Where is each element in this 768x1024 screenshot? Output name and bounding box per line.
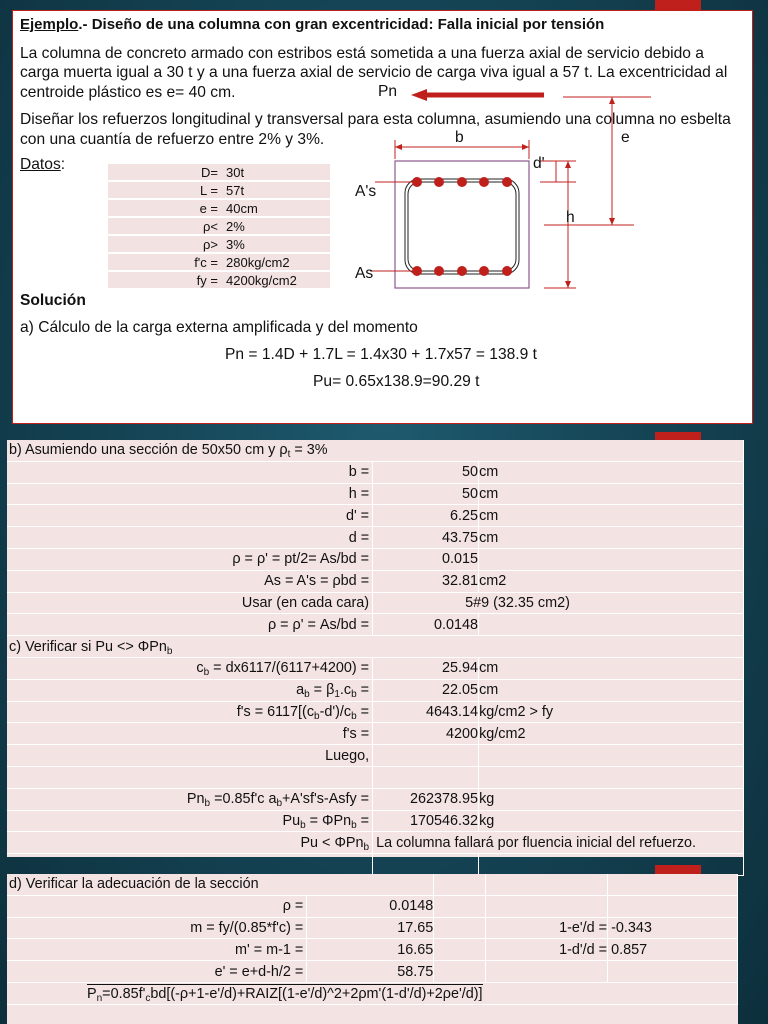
datos-key: fy = [108, 271, 222, 289]
label-part: -d')/c [319, 703, 352, 720]
label-sub: b [203, 667, 210, 679]
datos-text: Datos [20, 156, 61, 173]
row-unit: cm [479, 483, 744, 505]
table-row [7, 614, 744, 636]
label-part: = [356, 703, 370, 720]
table-row [7, 982, 738, 1004]
formula-part: bd[(-ρ+1-e'/d)+RAIZ[(1-e'/d)^2+2ρm'(1-d'/d)+2ρe'/d)] [150, 985, 483, 1002]
as-label: As [355, 265, 374, 282]
row-label: b = [7, 461, 373, 483]
rebar [412, 177, 422, 187]
cell [434, 895, 486, 917]
equation-pu: Pu= 0.65x138.9=90.29 t [313, 373, 480, 390]
label-part: = [356, 812, 370, 829]
row-unit: cm [479, 505, 744, 527]
title-prefix: Ejemplo [20, 16, 79, 33]
formula-sub: n [96, 992, 103, 1004]
row-value: 0.015 [373, 548, 479, 570]
row-label: e' = e+d-h/2 = [7, 961, 307, 983]
dprime-label: d' [533, 155, 545, 172]
section-b-header [7, 440, 744, 461]
equation-pn: Pn = 1.4D + 1.7L = 1.4x30 + 1.7x57 = 138.9 t [225, 346, 537, 363]
datos-key: L = [108, 181, 222, 199]
title-text: Diseño de una columna con gran excentricidad: Falla inicial por tensión [91, 16, 605, 33]
label-sub: b [314, 710, 320, 722]
side-value: 0.857 [608, 939, 738, 961]
table-row [7, 505, 744, 527]
label-part: = dx6117/(6117+4200) = [209, 660, 370, 677]
row-label [7, 701, 373, 723]
b-label: b [455, 129, 464, 146]
row-unit [479, 854, 744, 876]
table-row [7, 701, 744, 723]
row-value: 6.25 [373, 505, 479, 527]
row-unit [479, 745, 744, 767]
row-label: ρ = ρ' = As/bd = [7, 614, 373, 636]
row-value: 22.05 [373, 679, 479, 701]
table-row [7, 592, 744, 614]
row-label: h = [7, 483, 373, 505]
datos-value: 280kg/cm2 [222, 253, 330, 271]
label-part: = β [309, 682, 335, 699]
table-row [7, 679, 744, 701]
h-label: h [566, 209, 575, 226]
pn-label: Pn [378, 83, 398, 100]
label-sub: b [304, 689, 310, 701]
datos-key: ρ> [108, 235, 222, 253]
row-label: ρ = ρ' = pt/2= As/bd = [7, 548, 373, 570]
row-label [7, 788, 373, 810]
row-value: 16.65 [307, 939, 434, 961]
header-sub: t [287, 449, 291, 461]
row-value [373, 745, 479, 767]
row-label [7, 766, 373, 788]
label-part: Pn [186, 791, 205, 808]
label-part: Pu [282, 812, 301, 829]
label-sub: b [204, 798, 211, 810]
formula-sub: c [145, 992, 151, 1004]
h-arrow-up [565, 161, 571, 168]
label-part: = [356, 682, 370, 699]
row-value: 50 [373, 483, 479, 505]
solucion-heading: Solución [20, 292, 86, 309]
table-row [7, 917, 738, 939]
label-part: f's = 6117[(c [236, 703, 315, 720]
paragraph-line: carga muerta igual a 30 t y a una fuerza axial de servicio de carga viva igual a 57 t. La excentricidad al [20, 64, 728, 81]
row-unit: cm [479, 657, 744, 679]
rebar [457, 177, 467, 187]
label-sub: b [276, 798, 283, 810]
example-panel [12, 10, 753, 424]
formula-part: =0.85f' [102, 985, 146, 1002]
accent-tab [655, 432, 701, 440]
label-part: =0.85f'c a [210, 791, 277, 808]
header-text: c) Verificar si Pu <> ΦPn [9, 638, 167, 655]
label-sub: b [351, 710, 357, 722]
as-prime-label: A's [355, 183, 377, 200]
datos-colon: : [60, 156, 66, 173]
table-row [7, 788, 744, 810]
b-arrow-left [395, 144, 402, 150]
label-sub: b [363, 841, 370, 853]
datos-value: 40cm [222, 199, 330, 217]
row-unit [479, 614, 744, 636]
table-row [7, 961, 738, 983]
label-sub: b [351, 689, 357, 701]
table-row [7, 636, 744, 658]
cell [434, 961, 486, 983]
row-value: 43.75 [373, 527, 479, 549]
paragraph-line: La columna de concreto armado con estribos está sometida a una fuerza axial de servicio debido a [20, 45, 704, 62]
row-value: 32.81 [373, 570, 479, 592]
section-c-header [7, 636, 744, 658]
stirrup [405, 179, 519, 274]
rebar [434, 266, 444, 276]
formula-text [87, 984, 483, 1003]
cell [486, 895, 608, 917]
datos-value: 30t [222, 164, 330, 181]
datos-key: ρ< [108, 217, 222, 235]
rebar [479, 266, 489, 276]
side-label: 1-e'/d = [486, 917, 608, 939]
e-arrow-down [609, 218, 615, 225]
label-sub: 1 [334, 689, 340, 701]
cell [434, 874, 486, 895]
cell [608, 961, 738, 983]
row-label: d' = [7, 505, 373, 527]
conclusion-text: La columna fallará por fluencia inicial del refuerzo. [373, 832, 744, 854]
datos-value: 2% [222, 217, 330, 235]
row-value: 50 [373, 461, 479, 483]
rebar [412, 266, 422, 276]
rebar [457, 266, 467, 276]
row-unit: kg/cm2 > fy [479, 701, 744, 723]
row-value [373, 854, 479, 876]
label-sub: b [300, 819, 306, 831]
row-label: m = fy/(0.85*f'c) = [7, 917, 307, 939]
title-sep: .- [78, 16, 92, 33]
row-label: ρ = [7, 895, 307, 917]
label-part: Pu < ΦPn [300, 834, 364, 851]
row-unit: cm2 [479, 570, 744, 592]
calc-table-d [7, 874, 738, 1005]
header-sub: b [166, 645, 173, 657]
label-part: .c [339, 682, 352, 699]
table-row [7, 874, 738, 895]
pn-arrow-head [411, 89, 427, 101]
calc-panel-d [7, 874, 738, 1024]
row-label [7, 854, 373, 876]
row-value [373, 766, 479, 788]
table-row [7, 854, 744, 876]
table-row [7, 766, 744, 788]
row-unit: cm [479, 527, 744, 549]
row-label: f's = [7, 723, 373, 745]
row-label [7, 679, 373, 701]
side-label: 1-d'/d = [486, 939, 608, 961]
cell [608, 874, 738, 895]
calc-panel-bc [7, 440, 744, 857]
row-value: 4200 [373, 723, 479, 745]
table-row [7, 657, 744, 679]
cell [434, 917, 486, 939]
row-unit [479, 548, 744, 570]
paragraph-line: Diseñar los refuerzos longitudinal y transversal para esta columna, asumiendo una columna no esbelta [20, 111, 731, 128]
row-unit: cm [479, 461, 744, 483]
row-value: 4643.14 [373, 701, 479, 723]
datos-value: 4200kg/cm2 [222, 271, 330, 289]
step-a-heading: a) Cálculo de la carga externa amplificada y del momento [20, 319, 418, 336]
row-unit: kg/cm2 [479, 723, 744, 745]
label-sub: b [351, 819, 357, 831]
row-value: 5#9 (32.35 cm2) [373, 592, 744, 614]
row-label: As = A's = ρbd = [7, 570, 373, 592]
row-label: m' = m-1 = [7, 939, 307, 961]
cell [486, 874, 608, 895]
e-arrow-up [609, 97, 615, 104]
row-value: 0.0148 [373, 614, 479, 636]
h-arrow-down [565, 281, 571, 288]
table-row [7, 440, 744, 461]
table-row [7, 570, 744, 592]
label-part: = ΦPn [305, 812, 352, 829]
datos-key: e = [108, 199, 222, 217]
row-unit: kg [479, 788, 744, 810]
row-label: Luego, [7, 745, 373, 767]
row-label [7, 657, 373, 679]
table-row [7, 461, 744, 483]
table-row [7, 810, 744, 832]
table-row [7, 548, 744, 570]
row-unit [479, 766, 744, 788]
rebar [502, 266, 512, 276]
row-value: 170546.32 [373, 810, 479, 832]
row-label [7, 832, 373, 854]
rebar [434, 177, 444, 187]
rebar [502, 177, 512, 187]
table-row [7, 832, 744, 854]
calc-table-bc [7, 440, 744, 876]
row-value: 17.65 [307, 917, 434, 939]
paragraph-line: con una cuantía de refuerzo entre 2% y 3%. [20, 131, 325, 148]
datos-value: 3% [222, 235, 330, 253]
table-row [7, 527, 744, 549]
row-unit: kg [479, 810, 744, 832]
stirrup-inner [408, 182, 516, 271]
pn-formula [7, 982, 738, 1004]
table-row [7, 939, 738, 961]
row-value: 262378.95 [373, 788, 479, 810]
row-label [7, 810, 373, 832]
paragraph-line: centroide plástico es e= 40 cm. [20, 84, 236, 101]
header-text: = 3% [290, 442, 328, 459]
label-part: +A'sf's-Asfy = [282, 791, 370, 808]
section-d-header: d) Verificar la adecuación de la sección [7, 874, 434, 895]
rebar [479, 177, 489, 187]
cell [486, 961, 608, 983]
table-row [7, 723, 744, 745]
datos-key: D= [108, 164, 222, 181]
cell [608, 895, 738, 917]
label-part: a [296, 682, 305, 699]
formula-part: P [87, 985, 97, 1002]
label-part: c [196, 660, 204, 677]
datos-value: 57t [222, 181, 330, 199]
e-label: e [621, 129, 630, 146]
side-value: -0.343 [608, 917, 738, 939]
row-label: d = [7, 527, 373, 549]
table-row [7, 895, 738, 917]
table-row [7, 483, 744, 505]
accent-tab [655, 0, 701, 10]
row-value: 0.0148 [307, 895, 434, 917]
header-text: b) Asumiendo una sección de 50x50 cm y ρ [9, 442, 288, 459]
b-arrow-right [522, 144, 529, 150]
datos-key: f'c = [108, 253, 222, 271]
row-unit: cm [479, 679, 744, 701]
table-row [7, 745, 744, 767]
cell [434, 939, 486, 961]
row-value: 58.75 [307, 961, 434, 983]
row-value: 25.94 [373, 657, 479, 679]
row-label: Usar (en cada cara) [7, 592, 373, 614]
